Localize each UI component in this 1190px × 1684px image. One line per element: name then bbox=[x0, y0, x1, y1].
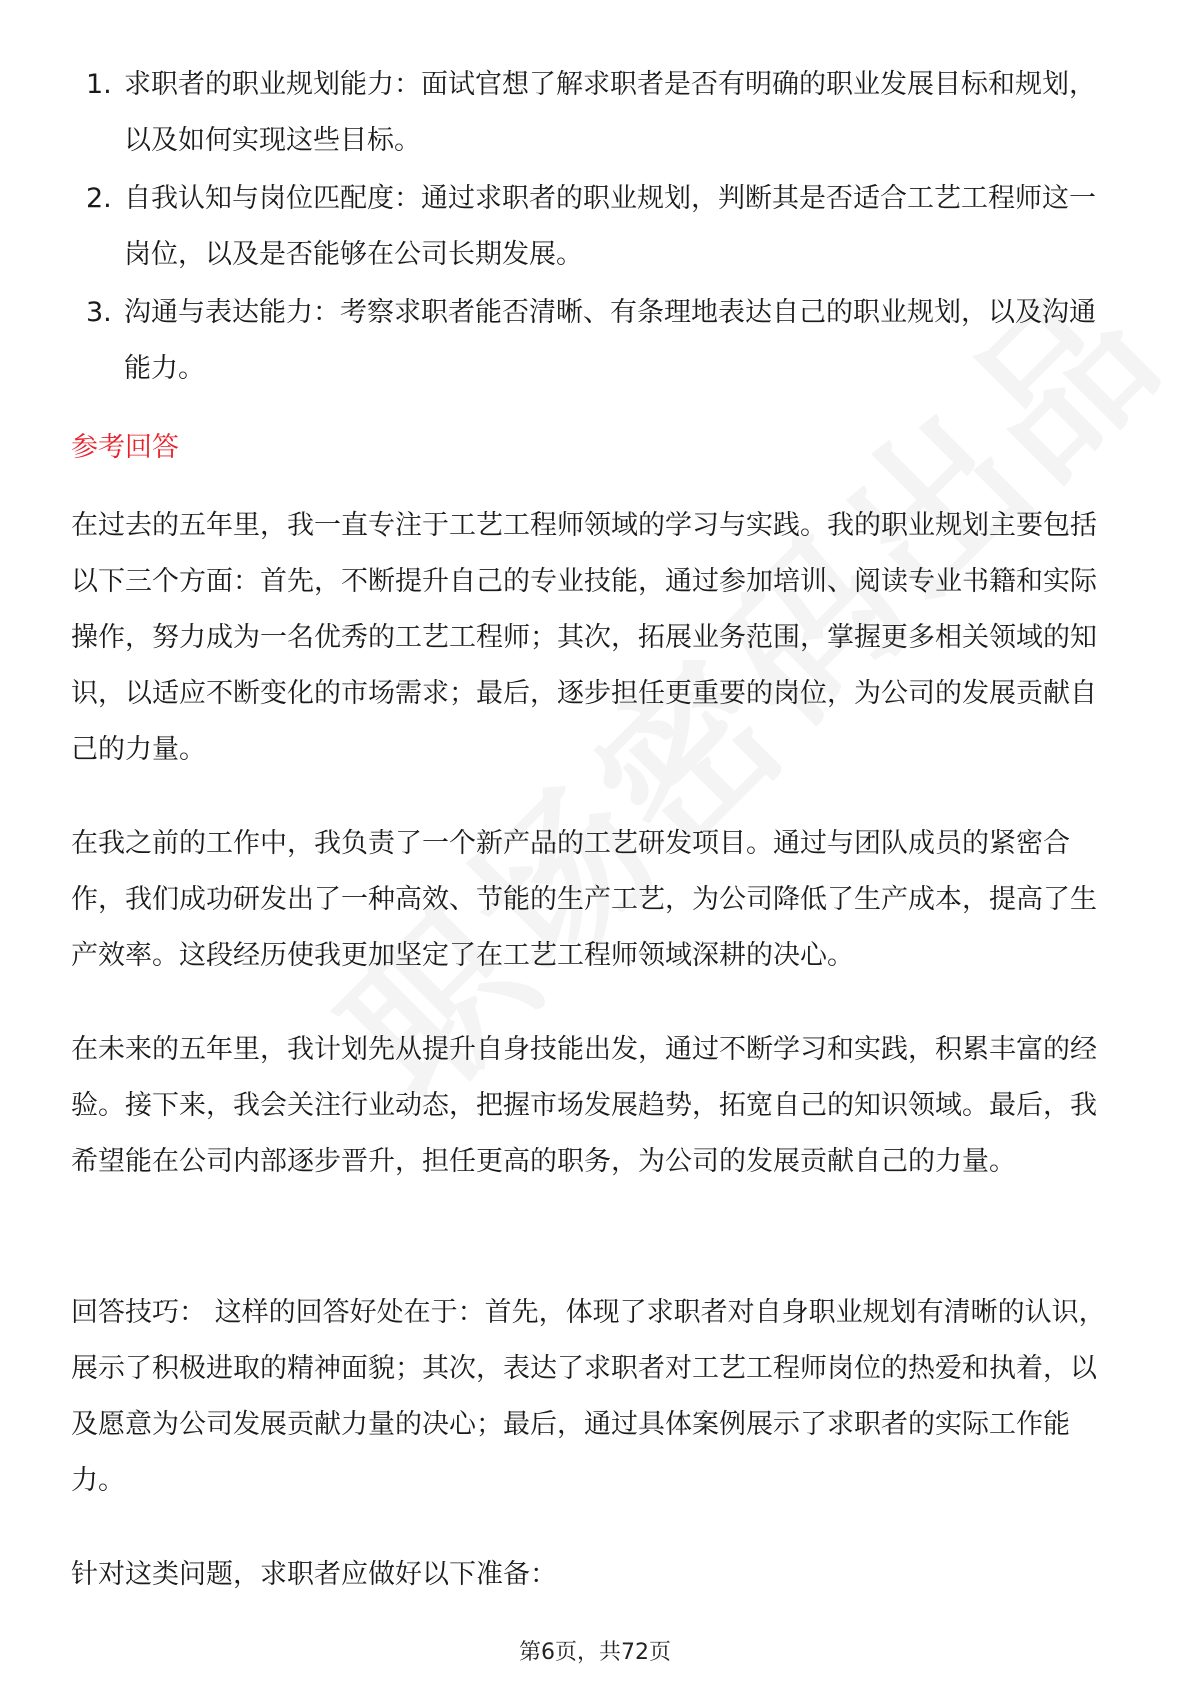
list-item-text: 自我认知与岗位匹配度：通过求职者的职业规划，判断其是否适合工艺工程师这一岗位，以及是否能够在公司长期发展。 bbox=[124, 183, 1096, 270]
paragraph: 针对这类问题，求职者应做好以下准备： bbox=[71, 1559, 557, 1590]
page-number-footer: 第6页，共72页 bbox=[519, 1640, 671, 1665]
paragraph: 在过去的五年里，我一直专注于工艺工程师领域的学习与实践。我的职业规划主要包括以下三个方面：首先，不断提升自己的专业技能，通过参加培训、阅读专业书籍和实际操作，努力成为一名优秀的工艺工程师；其次，拓展业务范围，掌握更多相关领域的知识，以适应不断变化的市场需求；最后，逐步担任更重要的岗位，为公司的发展贡献自己的力量。 bbox=[71, 510, 1097, 765]
list-number: 2. bbox=[86, 183, 112, 214]
numbered-list bbox=[0, 57, 1190, 399]
list-number: 3. bbox=[86, 297, 112, 328]
paragraph-answer-tips: 回答技巧： 这样的回答好处在于：首先，体现了求职者对自身职业规划有清晰的认识，展示了积极进取的精神面貌；其次，表达了求职者对工艺工程师岗位的热爱和执着，以及愿意为公司发展贡献力量的决心；最后，通过具体案例展示了求职者的实际工作能力。 bbox=[71, 1297, 1106, 1496]
list-item bbox=[0, 57, 1190, 169]
list-item bbox=[0, 285, 1190, 397]
paragraph: 在未来的五年里，我计划先从提升自身技能出发，通过不断学习和实践，积累丰富的经验。接下来，我会关注行业动态，把握市场发展趋势，拓宽自己的知识领域。最后，我希望能在公司内部逐步晋升，担任更高的职务，为公司的发展贡献自己的力量。 bbox=[71, 1034, 1097, 1177]
section-heading: 参考回答 bbox=[71, 432, 179, 463]
paragraph: 在我之前的工作中，我负责了一个新产品的工艺研发项目。通过与团队成员的紧密合作，我们成功研发出了一种高效、节能的生产工艺，为公司降低了生产成本，提高了生产效率。这段经历使我更加坚定了在工艺工程师领域深耕的决心。 bbox=[71, 828, 1097, 971]
list-number: 1. bbox=[86, 69, 112, 100]
list-item-text: 求职者的职业规划能力：面试官想了解求职者是否有明确的职业发展目标和规划，以及如何实现这些目标。 bbox=[124, 69, 1096, 156]
list-item-text: 沟通与表达能力：考察求职者能否清晰、有条理地表达自己的职业规划，以及沟通能力。 bbox=[124, 297, 1096, 384]
list-item bbox=[0, 171, 1190, 283]
